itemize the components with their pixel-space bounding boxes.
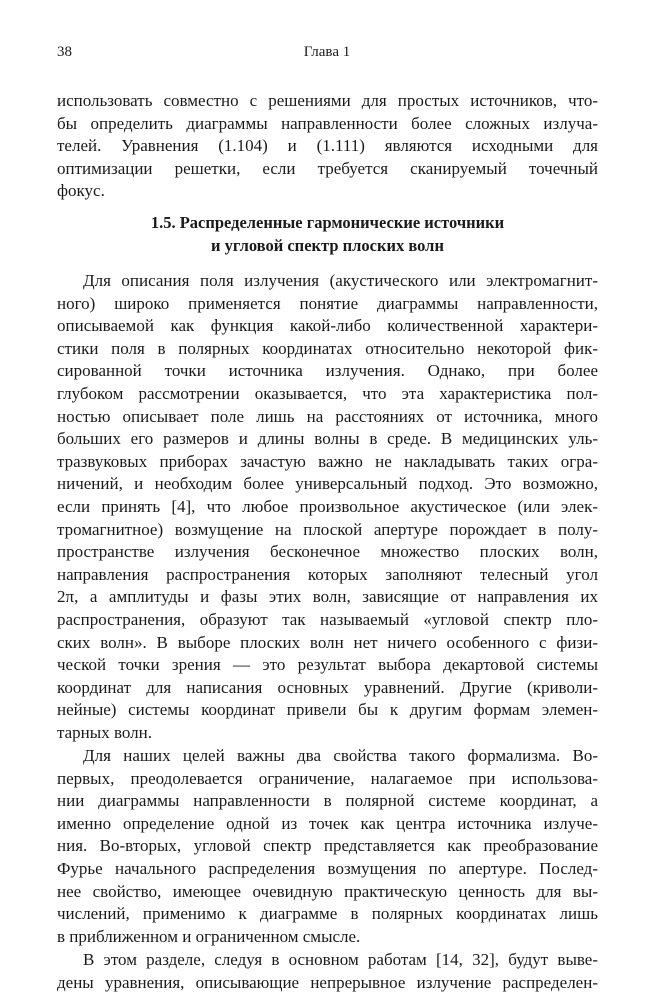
page-number: 38 [57,44,72,60]
paragraph-1 [57,270,598,744]
chapter-title: Глава 1 [303,44,351,60]
text-line: Для описания поля излучения (акустического или электромагнит- [83,271,598,290]
text-line: числений, применимо к диаграмме в полярных координатах лишь [57,904,598,924]
paragraph-3 [57,949,598,994]
text-line: нии диаграммы направленности в полярной системе координат, а [57,791,598,811]
text-line: тразвуковых приборах зачастую важно не накладывать таких огра- [57,451,598,471]
text-line: тромагнитное) возмущение на плоской апертуре порождает в полу- [57,519,598,539]
text-line: Фурье начального распределения возмущения по апертуре. Послед- [57,858,598,878]
text-line: направления распространения которых заполняют телесный угол [57,564,598,584]
text-line: если принять [4], что любое произвольное акустическое (или элек- [57,496,598,516]
running-head [57,44,597,64]
text-line: дены уравнения, описывающие непрерывное излучение распределен- [57,972,598,992]
text-line: ческой точки зрения — это результат выбора декартовой системы [57,655,598,675]
section-heading [57,211,598,257]
text-line: ских волн». В выборе плоских волн нет ничего особенного с физи- [57,632,598,652]
text-line: распространения, образуют так называемый «угловой спектр пло- [57,609,598,629]
text-line: нее свойство, имеющее очевидную практическую ценность для вы- [57,881,598,901]
text-line: описываемой как функция какой-либо количественной характери- [57,316,598,336]
text-line: в приближенном и ограниченном смысле. [57,926,361,946]
text-line: сированной точки источника излучения. Однако, при более [57,361,598,381]
text-line: фокус. [57,181,105,201]
text-line: бы определить диаграммы направленности более сложных излуча- [57,113,598,133]
text-line: глубоком рассмотрении оказывается, что эта характеристика пол- [57,383,598,403]
text-line: ния. Во-вторых, угловой спектр представляется как преобразование [57,836,598,856]
section-heading-line-1: 1.5. Распределенные гармонические источники [150,213,505,232]
text-line: нейные) системы координат привели бы к другим формам элемен- [57,700,598,720]
text-line: 2π, а амплитуды и фазы этих волн, зависящие от направления их [57,587,598,607]
text-line: первых, преодолевается ограничение, налагаемое при использова- [57,768,598,788]
text-line: именно определение одной из точек как центра источника излуче- [57,813,598,833]
text-line: ничений, и необходим более универсальный подход. Это возможно, [57,474,598,494]
intro-paragraph [57,90,598,203]
section-heading-line-2: и угловой спектр плоских волн [211,236,444,255]
text-line: ностью описывает поле лишь на расстояниях от источника, много [57,406,598,426]
text-line: Для наших целей важны два свойства такого формализма. Во- [83,746,598,765]
text-line: тарных волн. [57,722,152,742]
paragraph-2 [57,745,598,948]
text-line: использовать совместно с решениями для простых источников, что- [57,91,598,110]
text-line: больших его размеров и длины волны в среде. В медицинских уль- [57,429,598,449]
text-line: стики поля в полярных координатах относительно некоторой фик- [57,338,598,358]
text-line: пространстве излучения бесконечное множество плоских волн, [57,542,598,562]
text-line: В этом разделе, следуя в основном работам [14, 32], будут выве- [83,950,598,969]
text-line: координат для написания основных уравнений. Другие (криволи- [57,677,598,697]
text-line: оптимизации решетки, если требуется сканируемый точечный [57,158,598,178]
text-line: телей. Уравнения (1.104) и (1.111) являются исходными для [57,136,598,156]
text-line: ного) широко применяется понятие диаграммы направленности, [57,293,598,313]
